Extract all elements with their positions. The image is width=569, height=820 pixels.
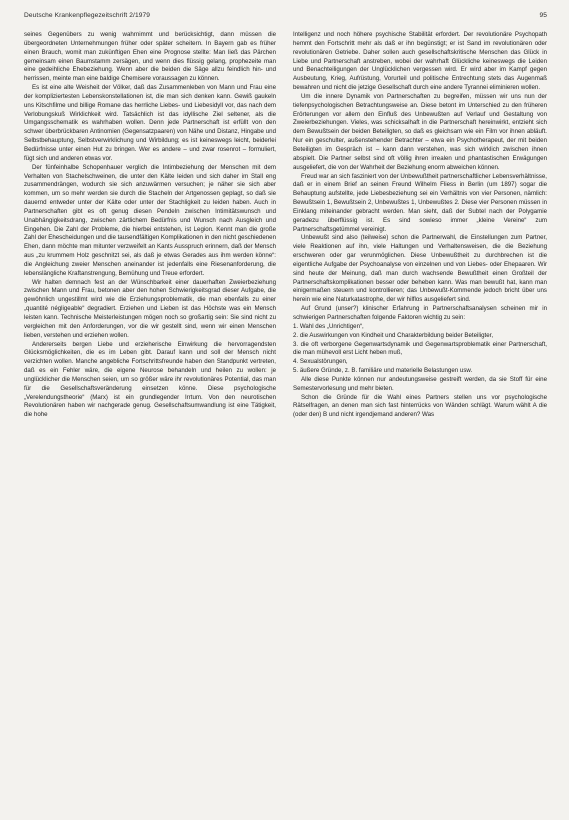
right-column (293, 31, 547, 420)
paragraph: Der fünfeinhalbe Schopenhauer verglich die Intimbeziehung der Menschen mit dem Verhalten von Stachelschweinen, die unter den Kälte leiden und sich daher im Stall eng zusammendrängen, wodurch sie sich anzuwärmen versuchen; je näher sie sich aber kommen, um so mehr werden sie durch die Stacheln der Artgenossen geplagt, so daß sie dauernd entweder unter der Kälte oder unter der Stachligkeit zu leiden haben. Auch in Partnerschaften gibt es oft genug diesen Pendeln zwischen Intimitätswunsch und Unabhängigkeitsdrang, zwischen zärtlichem Bedürfnis und Wunsch nach Ausgleich und Eingehen. Die Zahl der Probleme, die hierbei entstehen, ist Legion. Kennt man die große Zahl der Ehescheidungen und die tausendfältigen Komplikationen in den nicht geschiedenen Ehen, dann möchte man mitunter verzweifelt an Kants Ausspruch erinnern, daß der Mensch aus „zu krummem Holz geschnitzt sei, als daß je etwas Gerades aus ihm werden könne“: die Angleichung zweier Menschen aneinander ist jedenfalls eine Riesenanforderung, die lebenslängliche Kraftanstrengung, Bemühung und Treue erfordert. (24, 163, 276, 277)
left-column (24, 31, 276, 420)
paragraph: Wir halten demnach fest an der Wünschbarkeit einer dauerhaften Zweierbeziehung zwischen Mann und Frau, betonen aber den hohen Schwierigkeitsgrad dieser Aufgabe, die gewöhnlich ungestillmt wird wie die Erziehungsproblematik, die man ebenfalls zu einer „quantité négligeable“ degradiert. Erziehen und Lieben ist das Höchste was ein Mensch leisten kann. Technische Meisterleistungen mögen noch so großartig sein: Sie sind nicht zu vergleichen mit den Anforderungen, vor die wir gestellt sind, wenn wir einen Menschen lieben, verstehen und erziehen wollen. (24, 278, 276, 339)
running-head (24, 12, 547, 19)
list-item: 5. äußere Gründe, z. B. familiäre und materielle Belastungen usw. (293, 367, 473, 375)
paragraph: Alle diese Punkte können nur andeutungsweise gestreift werden, da sie Stoff für eine Semestervorlesung und mehr bieten. (293, 375, 547, 392)
page-number: 95 (539, 12, 547, 19)
paragraph: Es ist eine alte Weisheit der Völker, daß das Zusammenleben von Mann und Frau eine der kompliziertesten Lebenskonstellationen ist, die man sich denken kann. Gewiß gaukeln uns Kitschfilme und billige Romane das herrliche Liebes- und Liebesidyll vor, das nach dem Verlobungskuß Wirklichkeit wird. Tatsächlich ist das idyllische Ziel seltener, als die Umgangsschematik es wahrhaben wollen. Denn jede Partnerschaft ist erfüllt von den schwer überbrückbaren Antinomien (Gegensatzpaaren) von Nähe und Distanz, Hingabe und Selbstbehauptung, Selbstverwirklichung und Wirbildung; es ist keineswegs leicht, beiderlei Bedürfnisse unter einen Hut zu bringen. Wer es andere – und zwar rosenrot – formuliert, fügt sich und anderen etwas vor. (24, 84, 276, 162)
paragraph: seines Gegenübers zu wenig wahrnimmt und berücksichtigt, dann müssen die übergeordneten Unternehmungen früher oder später scheitern. In Bayern gab es früher einen Brauch, womit man zukünftigen Ehen eine Prognose stellte: Man ließ das Pärchen gemeinsam einen Baumstamm zersägen, und wenn dies flüssig gelang, prophezeite man eine gedeihliche Ehebeziehung. Wenn aber die beiden die Säge allzu feindlich hin- und herrissen, meinte man eine baldige Chemisere voraussagen zu können. (24, 31, 276, 83)
paragraph: Freud war an sich fasziniert von der Unbewußtheit partnerschaftlicher Lebensverhältnisse, daß er in einem Brief an seinen Freund Wilhelm Fliess in Berlin (um 1897) sogar die Behauptung aufstellte, jede Liebesbeziehung sei ein Verhältnis von vier Personen, nämlich: Bewußtsein 1, Bewußtsein 2, Unbewußtes 1, Unbewußtes 2. Diese vier Personen müssen in Einklang miteinander gebracht werden. Man sieht, daß der Subtel nach der Polygamie geradezu überflüssig ist. Es sind sowieso immer „kleine Vereine“ zum Partnerschaftsgetümmel vereinigt. (293, 172, 547, 233)
paragraph: Auf Grund (unser?) klinischer Erfahrung in Partnerschaftsanalysen scheinen mir in schwierigen Partnerschaften folgende Faktoren wichtig zu sein: (293, 305, 547, 321)
paragraph: Schon die Gründe für die Wahl eines Partners stellen uns vor psychologische Rätselfragen, an denen man sich fast hinterrücks von Wänden schlägt. Warum wählt A die (oder den) B und nicht irgendjemand anderen? Was (293, 393, 547, 419)
paragraph: Intelligenz und noch höhere psychische Stabilität erfordert. Der revolutionäre Psychopath hemmt den Fortschritt mehr als daß er ihn begünstigt; er ist Sand im revolutionären oder revolutionären Getriebe. Daher sollen auch gesellschaftskritische Menschen das Glück in Liebe und Partnerschaft anstreben, wobei der wahrhaft Glückliche keineswegs die Leiden und Benachteiligungen der Unglücklichen vergessen wird. Er wird aber im Kampf gegen Ausbeutung, Krieg, Aufrüstung, Vorurteil und politische Entrechtung stets das Augenmaß bewahren und nicht die jetzige Gesellschaft durch eine andere Tyrannei eliminieren wollen. (293, 31, 547, 92)
list-item: 1. Wahl des „Unrichtigen“, (293, 322, 364, 330)
paragraph: Unbewußt sind also (teilweise) schon die Partnerwahl, die Einstellungen zum Partner, viele Reaktionen auf ihn, viele Haltungen und Verhaltensweisen, die die Beziehung erschweren oder gar verunmöglichen. Diese Unbewußtheit zu durchbrechen ist die eigentliche Aufgabe der Psychoanalyse von einzelnen und von Liebes- oder Ehepaaren. Wir sind heute der Meinung, daß man durch wachsende Bewußtheit einen Großteil der Partnerschaftskomplikationen besser oder beheben kann. Was man bewußt hat, kann man einigermaßen steuern und kontrollieren; das Unbewußt-Kommende jedoch bricht über uns herein wie eine Naturkatastrophe, der wir hilflos ausgeliefert sind. (293, 234, 547, 304)
list-item: 4. Sexualstörungen, (293, 358, 348, 366)
journal-title: Deutsche Krankenpflegezeitschrift 2/1979 (24, 12, 151, 19)
paragraph: Um die innere Dynamik von Partnerschaften zu begreifen, müssen wir uns nun der tiefenpsychologischen Betrachtungsweise an. Diese betont im Unterschied zu den früheren Erörterungen vor allem den Einfluß des Unbewußten auf Verlauf und Gestaltung von Zweierbeziehungen. Vieles, was schicksalhaft in die Partnerschaft hereinwirkt, entzieht sich dem Bewußtsein der beiden Beteiligten, so daß es gleichsam wie ein Film vor ihnen abläuft. Nur ein geschulter, außenstehender Betrachter – etwa ein Psychotherapeut, der mit beiden Beteiligten im Gespräch ist – kann dann verstehen, was sich wirklich zwischen ihnen abspielt. Die Partner selbst sind oft völlig ihren irrealen und phantastischen Erwägungen ausgeliefert, die von der Wahrheit der Beziehung enorm abweichen können. (293, 92, 547, 171)
list-item: 2. die Auswirkungen von Kindheit und Charakterbildung beider Beteiligter, (293, 331, 494, 339)
list-item: 3. die oft verborgene Gegenwartsdynamik und Gegenwartsproblematik einer Partnerschaft, die man mühevoll erst Licht heben muß, (293, 340, 547, 357)
paragraph: Andererseits bergen Liebe und erzieherische Einwirkung die hervorragendsten Glücksmöglichkeiten, die es im Leben gibt. Darauf kann und soll der Mensch nicht verzichten wollen. Manche angebliche Fortschrittsfreunde haben den Standpunkt vertreten, daß es ein Fehler wäre, die eigene Neurose behandeln und heilen zu wollen: je unglücklicher die Menschen seien, um so größer wäre ihr revolutionäres Potential, das man für die Gesellschaftsveränderung einsetzen könne. Diese psychologische „Verelendungstheorie“ (Marx) ist ein grundlegender Irrtum. Von den neurotischen Revolutionären haben wir nachgerade genug. Gesellschaftsumwandlung ist eine Tätigkeit, die hohe (24, 340, 276, 419)
